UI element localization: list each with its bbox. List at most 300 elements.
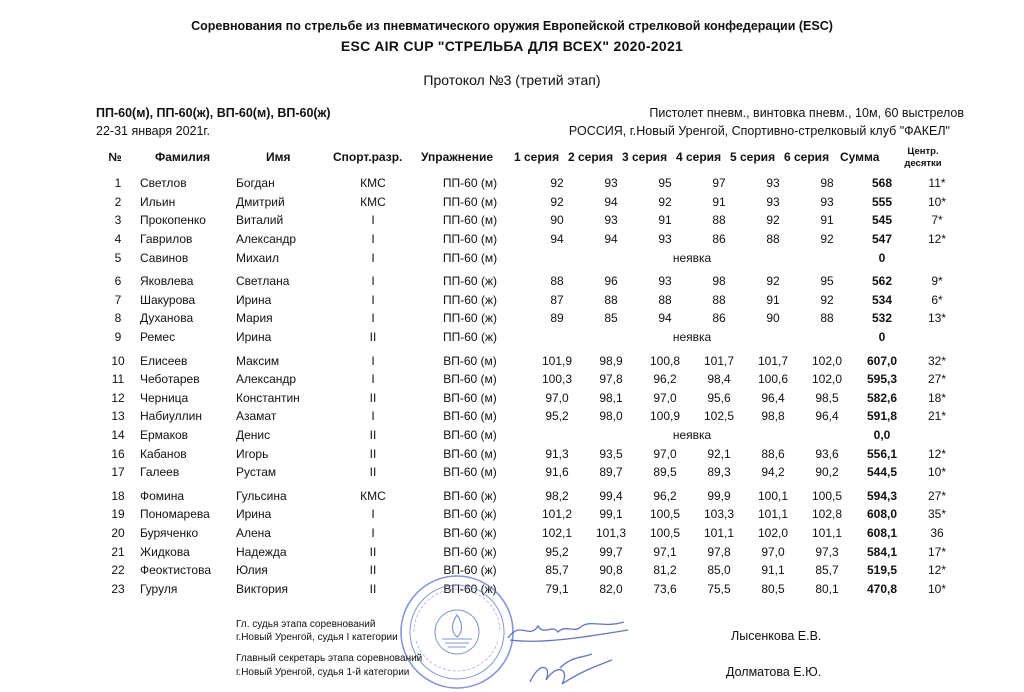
row-first-name: Ирина — [236, 507, 272, 522]
row-sport-rank: II — [369, 563, 377, 578]
row-total: 519,5 — [866, 563, 898, 578]
row-series-3: 100,9 — [649, 409, 681, 424]
event-weapons: Пистолет пневм., винтовка пневм., 10м, 60 выстрелов — [649, 106, 964, 120]
row-series-4: 97,8 — [707, 544, 731, 559]
row-series-3: 93 — [658, 274, 672, 289]
row-sport-rank: КМС — [360, 194, 386, 209]
row-first-name: Денис — [236, 428, 271, 443]
col-header-exercise: Упражнение — [421, 150, 493, 164]
row-number: 21 — [111, 544, 125, 559]
table-row — [96, 309, 964, 328]
row-series-2: 85 — [604, 311, 618, 326]
row-exercise: ПП-60 (ж) — [443, 330, 497, 345]
row-sport-rank: КМС — [360, 176, 386, 191]
row-series-4: 98,4 — [707, 372, 731, 387]
judge-name: Лысенкова Е.В. — [731, 629, 822, 643]
secretary-title: Главный секретарь этапа соревнований — [236, 653, 423, 664]
row-surname: Духанова — [140, 311, 194, 326]
row-series-6: 92 — [820, 232, 834, 247]
row-series-3: 97,1 — [653, 544, 677, 559]
row-first-name: Игорь — [236, 446, 269, 461]
row-series-3: 96,2 — [653, 372, 677, 387]
row-inner-tens: 7* — [931, 213, 943, 228]
col-header-series-4: 4 серия — [676, 150, 722, 164]
row-series-6: 85,7 — [815, 563, 839, 578]
row-series-3: 88 — [658, 292, 672, 307]
row-series-5: 88,6 — [761, 446, 785, 461]
row-inner-tens: 21* — [927, 409, 947, 424]
row-surname: Черница — [140, 390, 189, 405]
row-exercise: ВП-60 (м) — [443, 409, 497, 424]
col-header-name: Имя — [266, 150, 291, 164]
row-series-3: 95 — [658, 176, 672, 191]
table-row — [96, 463, 964, 482]
col-header-no: № — [108, 150, 122, 164]
row-series-2: 89,7 — [599, 465, 623, 480]
row-series-4: 88 — [712, 292, 726, 307]
row-series-3: 100,5 — [649, 525, 681, 540]
row-total: 591,8 — [866, 409, 898, 424]
row-first-name: Ирина — [236, 292, 272, 307]
table-row — [96, 407, 964, 426]
row-series-2: 93,5 — [599, 446, 623, 461]
row-number: 12 — [111, 390, 125, 405]
row-inner-tens: 9* — [931, 274, 943, 289]
row-series-6: 90,2 — [815, 465, 839, 480]
row-inner-tens — [910, 248, 964, 267]
row-first-name: Дмитрий — [236, 194, 285, 209]
table-row — [96, 524, 964, 543]
row-inner-tens: 13* — [927, 311, 947, 326]
row-exercise: ПП-60 (м) — [442, 194, 498, 209]
row-total: 568 — [871, 176, 893, 191]
row-series-6: 98 — [820, 176, 834, 191]
row-first-name: Алена — [236, 525, 271, 540]
row-number: 20 — [111, 525, 125, 540]
row-number: 10 — [111, 353, 125, 368]
table-row — [96, 444, 964, 463]
row-exercise: ПП-60 (м) — [442, 250, 498, 265]
row-series-5: 97,0 — [761, 544, 785, 559]
row-series-5: 101,1 — [757, 507, 789, 522]
row-inner-tens — [910, 328, 964, 347]
row-inner-tens: 27* — [927, 372, 947, 387]
row-series-1: 100,3 — [541, 372, 573, 387]
row-series-5: 91 — [766, 292, 780, 307]
row-surname: Фомина — [140, 488, 185, 503]
row-series-6: 102,0 — [811, 353, 843, 368]
row-series-2: 90,8 — [599, 563, 623, 578]
row-number: 11 — [111, 372, 125, 387]
row-first-name: Богдан — [236, 176, 275, 191]
row-series-2: 99,7 — [599, 544, 623, 559]
row-series-6: 100,5 — [811, 488, 843, 503]
row-series-4: 98 — [712, 274, 726, 289]
row-number: 16 — [111, 446, 125, 461]
event-venue: РОССИЯ, г.Новый Уренгой, Спортивно-стрелковый клуб "ФАКЕЛ" — [568, 124, 950, 138]
row-total: 594,3 — [866, 488, 898, 503]
row-surname: Ремес — [140, 330, 176, 345]
row-exercise: ВП-60 (ж) — [443, 488, 497, 503]
table-row — [96, 561, 964, 580]
row-series-4: 101,7 — [703, 353, 735, 368]
row-series-3: 97,0 — [653, 446, 677, 461]
row-series-5: 100,6 — [757, 372, 789, 387]
row-surname: Елисеев — [140, 353, 188, 368]
row-series-2: 97,8 — [599, 372, 623, 387]
row-exercise: ВП-60 (м) — [443, 428, 497, 443]
row-inner-tens: 12* — [927, 446, 947, 461]
table-row — [96, 174, 964, 193]
row-series-5: 88 — [766, 232, 780, 247]
col-header-surname: Фамилия — [155, 150, 211, 164]
row-series-5: 98,8 — [761, 409, 785, 424]
row-number: 1 — [114, 176, 122, 191]
col-header-series-5: 5 серия — [730, 150, 776, 164]
row-series-5: 92 — [766, 274, 780, 289]
col-header-inner-tens — [897, 143, 949, 173]
row-surname: Савинов — [140, 250, 189, 265]
row-series-5: 93 — [766, 176, 780, 191]
row-number: 14 — [111, 428, 125, 443]
row-inner-tens: 32* — [927, 353, 947, 368]
row-total: 547 — [871, 232, 893, 247]
row-first-name: Александр — [236, 372, 297, 387]
row-first-name: Гульсина — [236, 488, 287, 503]
row-series-5: 80,5 — [761, 581, 785, 596]
row-surname: Гаврилов — [140, 232, 193, 247]
row-series-2: 93 — [604, 176, 618, 191]
row-surname: Гуруля — [140, 581, 178, 596]
row-surname: Галеев — [140, 465, 180, 480]
row-series-1: 90 — [550, 213, 564, 228]
row-sport-rank: I — [371, 213, 375, 228]
row-series-4: 91 — [712, 194, 726, 209]
row-inner-tens: 36 — [930, 525, 944, 540]
row-series-2: 99,4 — [599, 488, 623, 503]
row-first-name: Александр — [236, 232, 297, 247]
row-first-name: Светлана — [236, 274, 290, 289]
row-exercise: ПП-60 (м) — [442, 176, 498, 191]
row-series-6: 98,5 — [815, 390, 839, 405]
row-exercise: ПП-60 (м) — [442, 232, 498, 247]
row-first-name: Максим — [236, 353, 280, 368]
row-sport-rank: II — [369, 446, 377, 461]
row-series-1: 85,7 — [545, 563, 569, 578]
row-first-name: Мария — [236, 311, 273, 326]
row-first-name: Юлия — [236, 563, 268, 578]
row-series-6: 92 — [820, 292, 834, 307]
row-series-1: 87 — [550, 292, 564, 307]
row-series-3: 92 — [658, 194, 672, 209]
row-sport-rank: II — [369, 428, 377, 443]
row-number: 19 — [111, 507, 125, 522]
row-inner-tens: 12* — [927, 232, 947, 247]
row-series-6: 93 — [820, 194, 834, 209]
row-number: 8 — [114, 311, 122, 326]
row-series-6: 102,8 — [811, 507, 843, 522]
row-sport-rank: II — [369, 330, 377, 345]
row-total: 584,1 — [866, 544, 898, 559]
row-surname: Яковлева — [140, 274, 194, 289]
col-header-series-6: 6 серия — [784, 150, 830, 164]
row-sport-rank: I — [371, 311, 375, 326]
row-total: 556,1 — [866, 446, 898, 461]
row-series-4: 97 — [712, 176, 726, 191]
table-row — [96, 328, 964, 347]
col-header-total: Сумма — [840, 150, 880, 164]
row-total: 595,3 — [866, 372, 898, 387]
row-inner-tens: 10* — [927, 465, 947, 480]
row-series-4: 103,3 — [703, 507, 735, 522]
row-number: 2 — [114, 194, 122, 209]
event-disciplines: ПП-60(м), ПП-60(ж), ВП-60(м), ВП-60(ж) — [96, 106, 331, 120]
row-number: 4 — [114, 232, 122, 247]
row-number: 3 — [114, 213, 122, 228]
row-series-3: 93 — [658, 232, 672, 247]
row-exercise: ПП-60 (ж) — [443, 274, 497, 289]
row-no-show: неявка — [672, 428, 712, 443]
row-series-1: 95,2 — [545, 544, 569, 559]
row-series-2: 96 — [604, 274, 618, 289]
row-surname: Буряченко — [140, 525, 199, 540]
row-surname: Кабанов — [140, 446, 187, 461]
col-header-rank: Спорт.разр. — [333, 150, 403, 164]
secretary-name: Долматова Е.Ю. — [726, 665, 822, 679]
row-first-name: Рустам — [236, 465, 277, 480]
results-body — [96, 174, 964, 598]
row-series-4: 95,6 — [707, 390, 731, 405]
row-series-1: 101,9 — [541, 353, 573, 368]
row-series-6: 91 — [820, 213, 834, 228]
row-series-5: 90 — [766, 311, 780, 326]
table-row — [96, 505, 964, 524]
row-first-name: Азамат — [236, 409, 277, 424]
row-surname: Прокопенко — [140, 213, 206, 228]
row-series-3: 96,2 — [653, 488, 677, 503]
row-surname: Феоктистова — [140, 563, 212, 578]
table-row — [96, 267, 964, 291]
row-series-3: 91 — [658, 213, 672, 228]
row-series-6: 101,1 — [811, 525, 843, 540]
table-row — [96, 426, 964, 445]
row-total: 582,6 — [866, 390, 898, 405]
row-number: 9 — [114, 330, 122, 345]
row-series-1: 102,1 — [541, 525, 573, 540]
row-series-4: 102,5 — [703, 409, 735, 424]
col-header-series-3: 3 серия — [622, 150, 668, 164]
row-series-4: 89,3 — [707, 465, 731, 480]
row-total: 470,8 — [866, 581, 898, 596]
row-surname: Чеботарев — [140, 372, 200, 387]
row-sport-rank: II — [369, 390, 377, 405]
row-series-3: 73,6 — [653, 581, 677, 596]
table-row — [96, 346, 964, 370]
row-exercise: ВП-60 (м) — [443, 465, 497, 480]
row-series-5: 92 — [766, 213, 780, 228]
judge-subtitle: г.Новый Уренгой, судья I категории — [236, 632, 398, 643]
row-series-5: 91,1 — [761, 563, 785, 578]
row-exercise: ВП-60 (м) — [443, 353, 497, 368]
row-series-4: 92,1 — [707, 446, 731, 461]
row-series-1: 98,2 — [545, 488, 569, 503]
protocol-title: Протокол №3 (третий этап) — [423, 72, 601, 88]
row-series-3: 97,0 — [653, 390, 677, 405]
row-series-5: 101,7 — [757, 353, 789, 368]
row-series-6: 88 — [820, 311, 834, 326]
row-series-3: 100,8 — [649, 353, 681, 368]
row-number: 18 — [111, 488, 125, 503]
row-inner-tens: 6* — [931, 292, 943, 307]
row-total: 608,1 — [866, 525, 898, 540]
row-first-name: Константин — [236, 390, 300, 405]
row-inner-tens: 27* — [927, 488, 947, 503]
row-sport-rank: КМС — [360, 488, 386, 503]
row-series-5: 96,4 — [761, 390, 785, 405]
row-total: 545 — [871, 213, 893, 228]
row-series-2: 82,0 — [599, 581, 623, 596]
row-exercise: ПП-60 (ж) — [443, 292, 497, 307]
row-total: 0 — [878, 330, 886, 345]
row-series-1: 97,0 — [545, 390, 569, 405]
row-total: 562 — [871, 274, 893, 289]
table-row — [96, 193, 964, 212]
row-total: 0 — [878, 250, 886, 265]
row-sport-rank: I — [371, 525, 375, 540]
row-exercise: ВП-60 (ж) — [443, 563, 497, 578]
row-exercise: ПП-60 (м) — [442, 213, 498, 228]
row-sport-rank: I — [371, 274, 375, 289]
row-series-4: 85,0 — [707, 563, 731, 578]
row-series-2: 98,9 — [599, 353, 623, 368]
table-row — [96, 248, 964, 267]
row-series-2: 98,1 — [599, 390, 623, 405]
row-inner-tens: 11* — [928, 176, 946, 191]
row-surname: Жидкова — [140, 544, 190, 559]
row-sport-rank: II — [369, 465, 377, 480]
row-series-3: 81,2 — [653, 563, 677, 578]
row-surname: Набиуллин — [140, 409, 202, 424]
row-sport-rank: I — [371, 232, 375, 247]
row-no-show: неявка — [672, 250, 712, 265]
row-number: 7 — [114, 292, 122, 307]
table-row — [96, 291, 964, 310]
row-total: 608,0 — [866, 507, 898, 522]
row-series-6: 97,3 — [815, 544, 839, 559]
row-series-1: 79,1 — [545, 581, 569, 596]
row-exercise: ВП-60 (м) — [443, 372, 497, 387]
row-number: 23 — [111, 581, 125, 596]
row-series-5: 100,1 — [757, 488, 789, 503]
table-row — [96, 482, 964, 506]
row-inner-tens: 17* — [927, 544, 947, 559]
row-inner-tens — [910, 426, 964, 445]
row-series-2: 93 — [604, 213, 618, 228]
row-surname: Пономарева — [140, 507, 210, 522]
row-series-5: 93 — [766, 194, 780, 209]
judge-title: Гл. судья этапа соревнований — [236, 619, 376, 630]
row-exercise: ВП-60 (ж) — [443, 581, 497, 596]
document-title: ESC AIR CUP "СТРЕЛЬБА ДЛЯ ВСЕХ" 2020-2021 — [340, 38, 684, 54]
row-surname: Ермаков — [140, 428, 189, 443]
row-series-2: 94 — [604, 194, 618, 209]
row-sport-rank: I — [371, 409, 375, 424]
row-surname: Шакурова — [140, 292, 196, 307]
club-stamp-seal — [398, 573, 516, 691]
row-exercise: ВП-60 (м) — [443, 390, 497, 405]
row-series-4: 86 — [712, 311, 726, 326]
row-series-4: 75,5 — [707, 581, 731, 596]
row-first-name: Виталий — [236, 213, 284, 228]
row-series-1: 101,2 — [541, 507, 573, 522]
document-header-line1: Соревнования по стрельбе из пневматического оружия Европейской стрелковой конфедерации (ESC) — [191, 19, 833, 33]
row-exercise: ВП-60 (ж) — [443, 544, 497, 559]
row-series-2: 94 — [604, 232, 618, 247]
row-total: 0,0 — [873, 428, 891, 443]
row-exercise: ВП-60 (ж) — [443, 507, 497, 522]
row-first-name: Надежда — [236, 544, 287, 559]
row-series-3: 89,5 — [653, 465, 677, 480]
row-first-name: Михаил — [236, 250, 279, 265]
results-table — [96, 174, 964, 598]
col-header-inner-tens-line2: десятки — [904, 158, 942, 169]
row-series-2: 98,0 — [599, 409, 623, 424]
row-series-4: 88 — [712, 213, 726, 228]
row-series-2: 99,1 — [599, 507, 623, 522]
row-series-1: 88 — [550, 274, 564, 289]
row-number: 17 — [111, 465, 125, 480]
row-number: 22 — [111, 563, 125, 578]
table-row — [96, 230, 964, 249]
row-series-5: 102,0 — [757, 525, 789, 540]
row-sport-rank: I — [371, 250, 375, 265]
row-first-name: Ирина — [236, 330, 272, 345]
event-dates: 22-31 января 2021г. — [96, 124, 210, 138]
row-sport-rank: I — [371, 507, 375, 522]
row-exercise: ВП-60 (ж) — [443, 525, 497, 540]
row-series-6: 80,1 — [815, 581, 839, 596]
row-series-4: 86 — [712, 232, 726, 247]
row-surname: Светлов — [140, 176, 187, 191]
row-series-1: 94 — [550, 232, 564, 247]
row-surname: Ильин — [140, 194, 176, 209]
row-series-4: 101,1 — [703, 525, 735, 540]
row-number: 5 — [114, 250, 122, 265]
row-exercise: ПП-60 (ж) — [443, 311, 497, 326]
table-row — [96, 579, 964, 598]
row-inner-tens: 18* — [927, 390, 947, 405]
signature-scribbles — [500, 610, 640, 692]
table-row — [96, 389, 964, 408]
row-number: 6 — [114, 274, 122, 289]
row-total: 544,5 — [866, 465, 898, 480]
row-series-3: 100,5 — [649, 507, 681, 522]
row-total: 534 — [871, 292, 893, 307]
row-series-6: 96,4 — [815, 409, 839, 424]
row-first-name: Виктория — [236, 581, 289, 596]
row-series-6: 102,0 — [811, 372, 843, 387]
table-row — [96, 370, 964, 389]
row-inner-tens: 10* — [927, 194, 947, 209]
row-series-5: 94,2 — [761, 465, 785, 480]
row-sport-rank: I — [371, 372, 375, 387]
row-series-2: 88 — [604, 292, 618, 307]
row-total: 607,0 — [866, 353, 898, 368]
row-sport-rank: I — [371, 292, 375, 307]
row-series-1: 91,3 — [545, 446, 569, 461]
row-series-4: 99,9 — [707, 488, 731, 503]
row-series-1: 92 — [550, 194, 564, 209]
